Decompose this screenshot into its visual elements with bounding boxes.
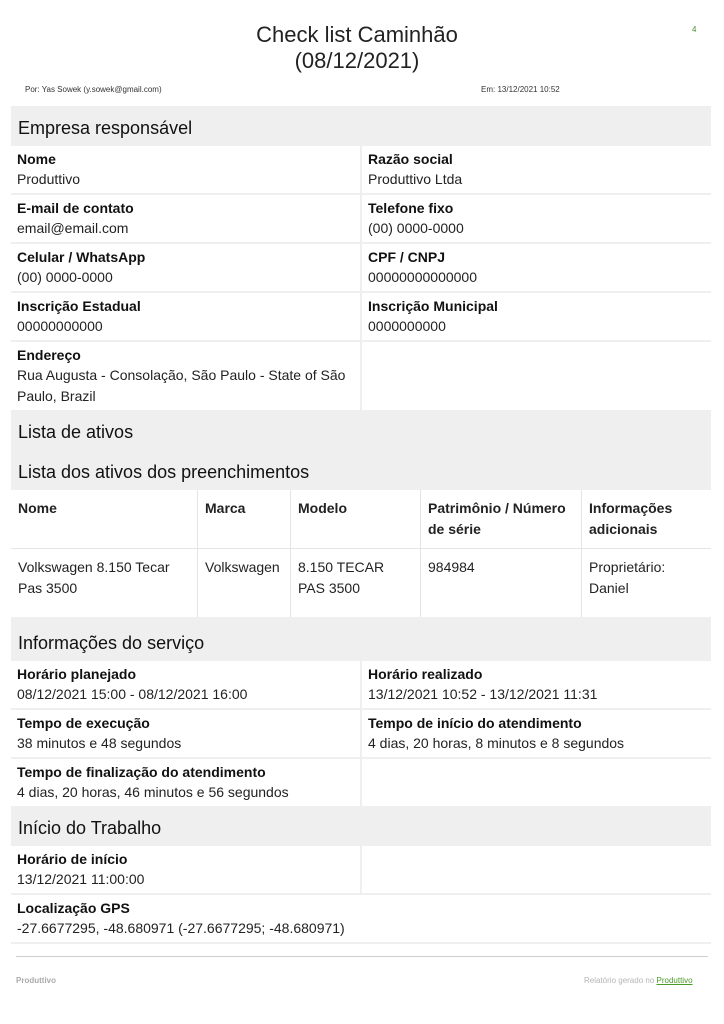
section-title-servico: Informações do serviço bbox=[11, 621, 711, 661]
field-inscricao-municipal bbox=[362, 293, 711, 340]
field-tempo-inicio-atendimento bbox=[362, 710, 711, 757]
field-value: 13/12/2021 11:00:00 bbox=[17, 871, 145, 887]
footer-generated-by bbox=[584, 976, 693, 985]
field-value: 00000000000000 bbox=[368, 269, 478, 285]
field-value: Rua Augusta - Consolação, São Paulo - State of São Paulo, Brazil bbox=[17, 367, 346, 404]
field-endereco bbox=[11, 342, 360, 410]
report-content bbox=[11, 106, 711, 964]
field-telefone bbox=[362, 195, 711, 242]
field-label: CPF / CNPJ bbox=[368, 249, 446, 265]
section-title-ativos: Lista de ativos bbox=[11, 410, 711, 450]
field-horario-inicio bbox=[11, 846, 360, 893]
cell-informacoes: Proprietário: Daniel bbox=[589, 559, 666, 596]
field-value: (00) 0000-0000 bbox=[17, 269, 113, 285]
field-label: Tempo de finalização do atendimento bbox=[17, 764, 266, 780]
gps-location-link[interactable]: -27.6677295, -48.680971 (-27.6677295; -48.680971) bbox=[17, 920, 345, 936]
field-razao-social bbox=[362, 146, 711, 193]
field-label: Localização GPS bbox=[17, 900, 130, 916]
field-inscricao-estadual bbox=[11, 293, 360, 340]
field-label: Inscrição Municipal bbox=[368, 298, 498, 314]
table-header-row bbox=[11, 490, 711, 549]
field-label: Endereço bbox=[17, 347, 81, 363]
field-value: Produttivo Ltda bbox=[368, 171, 463, 187]
generated-date: Em: 13/12/2021 10:52 bbox=[481, 85, 560, 94]
column-header-informacoes: Informações adicionais bbox=[582, 490, 711, 549]
cell-patrimonio: 984984 bbox=[421, 549, 582, 617]
field-nome bbox=[11, 146, 360, 193]
field-label: Tempo de início do atendimento bbox=[368, 715, 582, 731]
field-label: Tempo de execução bbox=[17, 715, 150, 731]
field-email bbox=[11, 195, 360, 242]
section-tail bbox=[11, 944, 711, 964]
section-title-empresa: Empresa responsável bbox=[11, 106, 711, 146]
author-info: Por: Yas Sowek (y.sowek@gmail.com) bbox=[25, 85, 162, 94]
field-tempo-finalizacao bbox=[11, 759, 360, 806]
field-celular bbox=[11, 244, 360, 291]
field-value: 08/12/2021 15:00 - 08/12/2021 16:00 bbox=[17, 686, 248, 702]
report-title-line2: (08/12/2021) bbox=[294, 48, 420, 73]
assets-table bbox=[11, 490, 711, 617]
field-label: E-mail de contato bbox=[17, 200, 134, 216]
section-title-inicio: Início do Trabalho bbox=[11, 806, 711, 846]
field-value: 38 minutos e 48 segundos bbox=[17, 735, 182, 751]
report-title bbox=[0, 22, 714, 74]
field-label: Horário realizado bbox=[368, 666, 483, 682]
cell-nome: Volkswagen 8.150 Tecar Pas 3500 bbox=[11, 549, 198, 617]
field-label: Inscrição Estadual bbox=[17, 298, 141, 314]
empty-cell bbox=[362, 759, 711, 806]
field-value: 00000000000 bbox=[17, 318, 103, 334]
field-value: 4 dias, 20 horas, 46 minutos e 56 segundos bbox=[17, 784, 289, 800]
field-label: Razão social bbox=[368, 151, 453, 167]
field-value: 4 dias, 20 horas, 8 minutos e 8 segundos bbox=[368, 735, 625, 751]
field-label: Celular / WhatsApp bbox=[17, 249, 146, 265]
field-value: email@email.com bbox=[17, 220, 129, 236]
empty-cell bbox=[362, 846, 711, 893]
field-cpf-cnpj bbox=[362, 244, 711, 291]
empty-cell bbox=[362, 342, 711, 410]
field-label: Horário planejado bbox=[17, 666, 137, 682]
servico-fields bbox=[11, 661, 711, 806]
cell-marca: Volkswagen bbox=[198, 549, 291, 617]
field-value: Produttivo bbox=[17, 171, 81, 187]
table-row bbox=[11, 549, 711, 617]
field-label: Horário de início bbox=[17, 851, 128, 867]
field-label: Telefone fixo bbox=[368, 200, 454, 216]
inicio-fields bbox=[11, 846, 711, 942]
field-value: 0000000000 bbox=[368, 318, 446, 334]
column-header-modelo: Modelo bbox=[291, 490, 421, 549]
footer-brand-link[interactable]: Produttivo bbox=[656, 976, 693, 985]
column-header-marca: Marca bbox=[198, 490, 291, 549]
column-header-nome: Nome bbox=[11, 490, 198, 549]
column-header-patrimonio: Patrimônio / Número de série bbox=[421, 490, 582, 549]
field-horario-planejado bbox=[11, 661, 360, 708]
footer-brand: Produttivo bbox=[16, 976, 56, 985]
field-tempo-execucao bbox=[11, 710, 360, 757]
footer-divider bbox=[16, 956, 708, 957]
field-horario-realizado bbox=[362, 661, 711, 708]
footer-generated-text: Relatório gerado no bbox=[584, 976, 657, 985]
field-label: Nome bbox=[17, 151, 56, 167]
report-title-line1: Check list Caminhão bbox=[256, 22, 458, 47]
field-localizacao-gps bbox=[11, 895, 711, 942]
field-value: (00) 0000-0000 bbox=[368, 220, 464, 236]
page-number: 4 bbox=[692, 25, 697, 34]
cell-modelo: 8.150 TECAR PAS 3500 bbox=[291, 549, 421, 617]
empresa-fields bbox=[11, 146, 711, 410]
field-value: 13/12/2021 10:52 - 13/12/2021 11:31 bbox=[368, 686, 598, 702]
section-subtitle-ativos: Lista dos ativos dos preenchimentos bbox=[11, 450, 711, 490]
